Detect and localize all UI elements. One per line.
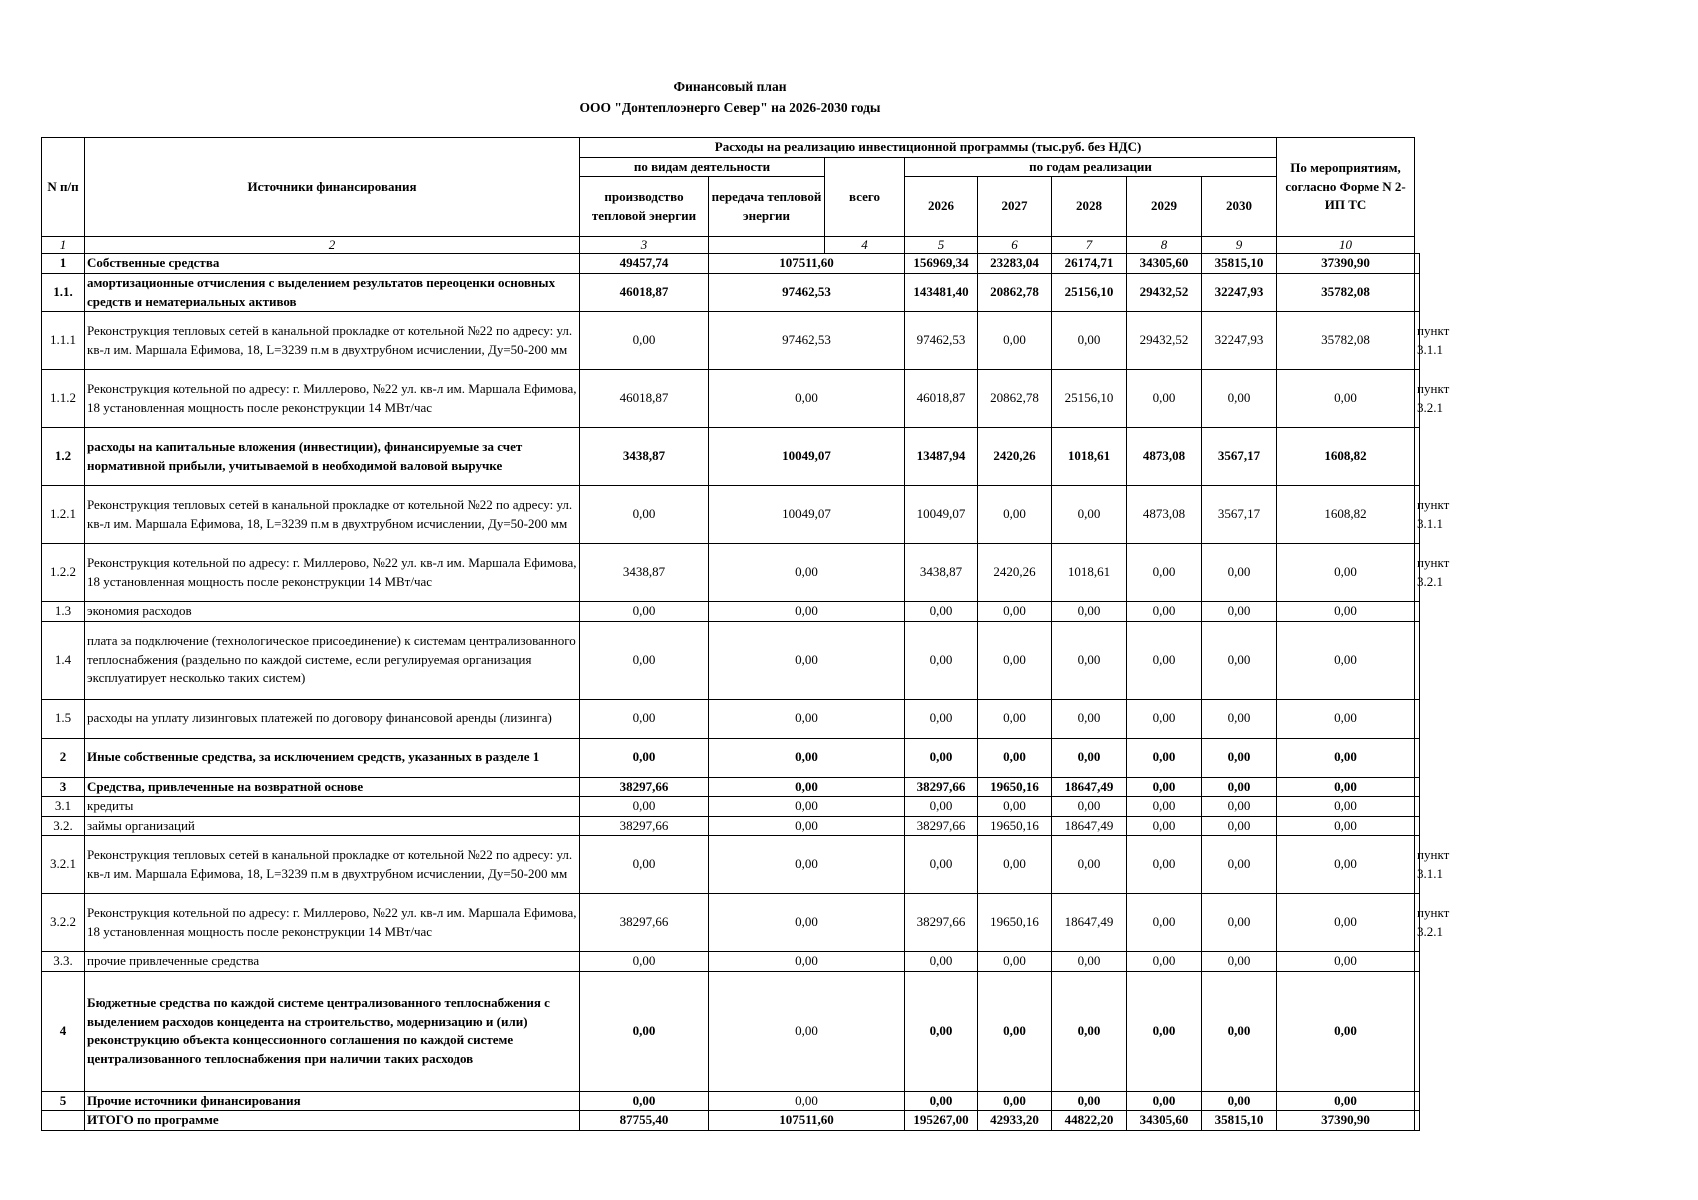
- column-index: 4: [825, 237, 905, 254]
- row-source-name: прочие привлеченные средства: [85, 952, 580, 972]
- row-source-name: плата за подключение (технологическое присоединение) к системам централизованного теплоснабжения (раздельно по каждой системе, если регулируемая организация эксплуатирует несколько таких систем): [85, 621, 580, 699]
- value-cell: 0,00: [905, 1091, 978, 1111]
- table-row: [42, 952, 1420, 972]
- header-year-2026: 2026: [905, 177, 978, 237]
- value-cell: 0,00: [978, 836, 1052, 894]
- value-cell: 0,00: [1277, 699, 1415, 738]
- value-cell: 0,00: [1127, 816, 1202, 836]
- value-cell: 0,00: [905, 797, 978, 817]
- measure-reference: [1415, 738, 1420, 777]
- column-index: 5: [905, 237, 978, 254]
- document-title: Финансовый план: [673, 79, 787, 94]
- column-index: 8: [1127, 237, 1202, 254]
- row-source-name: Бюджетные средства по каждой системе централизованного теплоснабжения с выделением расходов концедента на строительство, модернизацию и (или) реконструкцию объекта концессионного соглашения по каждой системе централизованного теплоснабжения при наличии таких расходов: [85, 971, 580, 1091]
- value-cell: 0,00: [1127, 894, 1202, 952]
- value-cell: 0,00: [1202, 797, 1277, 817]
- value-cell: 1608,82: [1277, 428, 1415, 486]
- value-cell: 3438,87: [905, 544, 978, 602]
- value-cell: 0,00: [709, 621, 905, 699]
- value-cell: 0,00: [1202, 816, 1277, 836]
- value-cell: 10049,07: [905, 486, 978, 544]
- value-cell: 37390,90: [1277, 1111, 1415, 1131]
- value-cell: 13487,94: [905, 428, 978, 486]
- document-subtitle: ООО "Донтеплоэнерго Север" на 2026-2030 годы: [579, 100, 881, 115]
- value-cell: 156969,34: [905, 254, 978, 274]
- row-source-name: займы организаций: [85, 816, 580, 836]
- value-cell: 0,00: [709, 602, 905, 622]
- value-cell: 0,00: [709, 797, 905, 817]
- value-cell: 0,00: [905, 952, 978, 972]
- value-cell: 0,00: [1052, 602, 1127, 622]
- value-cell: 0,00: [905, 836, 978, 894]
- value-cell: 35782,08: [1277, 312, 1415, 370]
- row-source-name: Реконструкция котельной по адресу: г. Миллерово, №22 ул. кв-л им. Маршала Ефимова, 18 установленная мощность после реконструкции 14 МВт/час: [85, 894, 580, 952]
- table-row: [42, 621, 1420, 699]
- row-source-name: Реконструкция тепловых сетей в канальной прокладке от котельной №22 по адресу: ул. кв-л им. Маршала Ефимова, 18, L=3239 п.м в двухтрубном исчислении, Ду=50-200 мм: [85, 836, 580, 894]
- column-index: 6: [978, 237, 1052, 254]
- value-cell: 0,00: [1277, 816, 1415, 836]
- value-cell: 0,00: [978, 312, 1052, 370]
- value-cell: 18647,49: [1052, 816, 1127, 836]
- value-cell: 32247,93: [1202, 274, 1277, 312]
- value-cell: 0,00: [1202, 544, 1277, 602]
- row-source-name: Реконструкция котельной по адресу: г. Миллерово, №22 ул. кв-л им. Маршала Ефимова, 18 установленная мощность после реконструкции 14 МВт/час: [85, 544, 580, 602]
- header-year-2028: 2028: [1052, 177, 1127, 237]
- column-index: 1: [42, 237, 85, 254]
- table-row: [42, 254, 1420, 274]
- value-cell: 0,00: [1052, 971, 1127, 1091]
- value-cell: 0,00: [1127, 738, 1202, 777]
- row-number: 3.1: [42, 797, 85, 817]
- value-cell: 0,00: [1202, 777, 1277, 797]
- value-cell: 0,00: [1052, 1091, 1127, 1111]
- row-number: 1.2.2: [42, 544, 85, 602]
- row-number: 1.5: [42, 699, 85, 738]
- row-number: 1.2.1: [42, 486, 85, 544]
- table-row: [42, 699, 1420, 738]
- table-row: [42, 370, 1420, 428]
- value-cell: 0,00: [580, 971, 709, 1091]
- value-cell: 143481,40: [905, 274, 978, 312]
- measure-reference: пункт 3.1.1: [1415, 836, 1420, 894]
- value-cell: 0,00: [1277, 370, 1415, 428]
- row-number: 4: [42, 971, 85, 1091]
- value-cell: 4873,08: [1127, 428, 1202, 486]
- value-cell: 0,00: [709, 777, 905, 797]
- row-number: [42, 1111, 85, 1131]
- value-cell: 0,00: [1277, 971, 1415, 1091]
- measure-reference: пункт 3.2.1: [1415, 894, 1420, 952]
- value-cell: 0,00: [1127, 836, 1202, 894]
- value-cell: 18647,49: [1052, 777, 1127, 797]
- value-cell: 3567,17: [1202, 486, 1277, 544]
- measure-reference: [1415, 1111, 1420, 1131]
- value-cell: 34305,60: [1127, 1111, 1202, 1131]
- column-index: 7: [1052, 237, 1127, 254]
- row-number: 1.1.2: [42, 370, 85, 428]
- value-cell: 19650,16: [978, 816, 1052, 836]
- value-cell: 0,00: [580, 836, 709, 894]
- row-source-name: Реконструкция котельной по адресу: г. Миллерово, №22 ул. кв-л им. Маршала Ефимова, 18 установленная мощность после реконструкции 14 МВт/час: [85, 370, 580, 428]
- value-cell: 35815,10: [1202, 254, 1277, 274]
- value-cell: 46018,87: [580, 274, 709, 312]
- table-row: [42, 1111, 1420, 1131]
- value-cell: 35815,10: [1202, 1111, 1277, 1131]
- row-source-name: расходы на капитальные вложения (инвестиции), финансируемые за счет нормативной прибыли, учитываемой в необходимой валовой выручке: [85, 428, 580, 486]
- header-by-activity: по видам деятельности: [580, 157, 825, 177]
- value-cell: 0,00: [1202, 952, 1277, 972]
- table-row: [42, 836, 1420, 894]
- value-cell: 97462,53: [709, 274, 905, 312]
- table-row: [42, 602, 1420, 622]
- table-row: [42, 797, 1420, 817]
- value-cell: 97462,53: [905, 312, 978, 370]
- value-cell: 0,00: [580, 952, 709, 972]
- value-cell: 0,00: [1127, 1091, 1202, 1111]
- value-cell: 0,00: [1202, 602, 1277, 622]
- column-index: [709, 237, 825, 254]
- value-cell: 0,00: [1052, 836, 1127, 894]
- value-cell: 0,00: [709, 1091, 905, 1111]
- value-cell: 0,00: [580, 1091, 709, 1111]
- value-cell: 0,00: [580, 312, 709, 370]
- row-number: 1.1.: [42, 274, 85, 312]
- value-cell: 0,00: [1127, 971, 1202, 1091]
- table-row: [42, 274, 1420, 312]
- table-row: [42, 894, 1420, 952]
- value-cell: 3438,87: [580, 544, 709, 602]
- value-cell: 0,00: [1277, 544, 1415, 602]
- value-cell: 0,00: [580, 486, 709, 544]
- measure-reference: [1415, 952, 1420, 972]
- value-cell: 87755,40: [580, 1111, 709, 1131]
- row-source-name: ИТОГО по программе: [85, 1111, 580, 1131]
- value-cell: 0,00: [978, 486, 1052, 544]
- header-num: N п/п: [42, 138, 85, 237]
- value-cell: 42933,20: [978, 1111, 1052, 1131]
- row-number: 3: [42, 777, 85, 797]
- header-production: производство тепловой энергии: [580, 177, 709, 237]
- value-cell: 0,00: [1277, 894, 1415, 952]
- value-cell: 0,00: [1277, 797, 1415, 817]
- value-cell: 107511,60: [709, 1111, 905, 1131]
- value-cell: 0,00: [1277, 621, 1415, 699]
- measure-reference: пункт 3.1.1: [1415, 312, 1420, 370]
- value-cell: 0,00: [580, 738, 709, 777]
- value-cell: 0,00: [709, 894, 905, 952]
- value-cell: 0,00: [580, 602, 709, 622]
- measure-reference: [1415, 254, 1420, 274]
- value-cell: 0,00: [1277, 777, 1415, 797]
- row-number: 3.2.: [42, 816, 85, 836]
- row-source-name: Средства, привлеченные на возвратной основе: [85, 777, 580, 797]
- value-cell: 0,00: [1202, 370, 1277, 428]
- row-source-name: кредиты: [85, 797, 580, 817]
- column-index: 2: [85, 237, 580, 254]
- value-cell: 0,00: [1277, 1091, 1415, 1111]
- row-number: 2: [42, 738, 85, 777]
- value-cell: 38297,66: [905, 777, 978, 797]
- value-cell: 0,00: [1127, 952, 1202, 972]
- value-cell: 46018,87: [580, 370, 709, 428]
- value-cell: 0,00: [978, 602, 1052, 622]
- value-cell: 0,00: [978, 971, 1052, 1091]
- value-cell: 37390,90: [1277, 254, 1415, 274]
- value-cell: 29432,52: [1127, 312, 1202, 370]
- value-cell: 2420,26: [978, 428, 1052, 486]
- row-source-name: амортизационные отчисления с выделением результатов переоценки основных средств и нематериальных активов: [85, 274, 580, 312]
- value-cell: 0,00: [1127, 370, 1202, 428]
- measure-reference: [1415, 274, 1420, 312]
- value-cell: 0,00: [1052, 486, 1127, 544]
- measure-reference: [1415, 777, 1420, 797]
- value-cell: 0,00: [1202, 971, 1277, 1091]
- value-cell: 35782,08: [1277, 274, 1415, 312]
- value-cell: 2420,26: [978, 544, 1052, 602]
- value-cell: 0,00: [1052, 797, 1127, 817]
- value-cell: 0,00: [978, 1091, 1052, 1111]
- value-cell: 195267,00: [905, 1111, 978, 1131]
- row-number: 1.2: [42, 428, 85, 486]
- value-cell: 0,00: [1202, 738, 1277, 777]
- row-number: 1.4: [42, 621, 85, 699]
- value-cell: 49457,74: [580, 254, 709, 274]
- value-cell: 0,00: [1052, 699, 1127, 738]
- value-cell: 1608,82: [1277, 486, 1415, 544]
- value-cell: 0,00: [1277, 738, 1415, 777]
- value-cell: 3438,87: [580, 428, 709, 486]
- value-cell: 0,00: [1202, 836, 1277, 894]
- header-expenses: Расходы на реализацию инвестиционной программы (тыс.руб. без НДС): [580, 138, 1277, 158]
- value-cell: 0,00: [709, 370, 905, 428]
- value-cell: 23283,04: [978, 254, 1052, 274]
- measure-reference: пункт 3.2.1: [1415, 370, 1420, 428]
- value-cell: 25156,10: [1052, 370, 1127, 428]
- table-row: [42, 971, 1420, 1091]
- value-cell: 0,00: [1277, 602, 1415, 622]
- row-source-name: Иные собственные средства, за исключением средств, указанных в разделе 1: [85, 738, 580, 777]
- measure-reference: [1415, 1091, 1420, 1111]
- value-cell: 0,00: [978, 797, 1052, 817]
- value-cell: 0,00: [580, 797, 709, 817]
- measure-reference: пункт 3.1.1: [1415, 486, 1420, 544]
- value-cell: 0,00: [905, 971, 978, 1091]
- header-year-2029: 2029: [1127, 177, 1202, 237]
- row-source-name: Реконструкция тепловых сетей в канальной прокладке от котельной №22 по адресу: ул. кв-л им. Маршала Ефимова, 18, L=3239 п.м в двухтрубном исчислении, Ду=50-200 мм: [85, 486, 580, 544]
- value-cell: 34305,60: [1127, 254, 1202, 274]
- header-year-2030: 2030: [1202, 177, 1277, 237]
- value-cell: 0,00: [709, 544, 905, 602]
- value-cell: 0,00: [580, 699, 709, 738]
- row-number: 5: [42, 1091, 85, 1111]
- value-cell: 0,00: [709, 952, 905, 972]
- row-source-name: Собственные средства: [85, 254, 580, 274]
- header-by-years: по годам реализации: [905, 157, 1277, 177]
- measure-reference: [1415, 816, 1420, 836]
- value-cell: 0,00: [905, 621, 978, 699]
- value-cell: 0,00: [978, 621, 1052, 699]
- value-cell: 1018,61: [1052, 428, 1127, 486]
- value-cell: 0,00: [978, 952, 1052, 972]
- header-sources: Источники финансирования: [85, 138, 580, 237]
- value-cell: 0,00: [709, 971, 905, 1091]
- measure-reference: пункт 3.2.1: [1415, 544, 1420, 602]
- value-cell: 38297,66: [580, 777, 709, 797]
- value-cell: 0,00: [905, 738, 978, 777]
- value-cell: 0,00: [1052, 952, 1127, 972]
- value-cell: 0,00: [978, 699, 1052, 738]
- value-cell: 10049,07: [709, 486, 905, 544]
- row-number: 3.2.2: [42, 894, 85, 952]
- value-cell: 0,00: [1202, 621, 1277, 699]
- row-source-name: Прочие источники финансирования: [85, 1091, 580, 1111]
- row-source-name: расходы на уплату лизинговых платежей по договору финансовой аренды (лизинга): [85, 699, 580, 738]
- row-source-name: Реконструкция тепловых сетей в канальной прокладке от котельной №22 по адресу: ул. кв-л им. Маршала Ефимова, 18, L=3239 п.м в двухтрубном исчислении, Ду=50-200 мм: [85, 312, 580, 370]
- measure-reference: [1415, 428, 1420, 486]
- row-number: 1.3: [42, 602, 85, 622]
- value-cell: 0,00: [978, 738, 1052, 777]
- row-source-name: экономия расходов: [85, 602, 580, 622]
- value-cell: 0,00: [1202, 699, 1277, 738]
- value-cell: 0,00: [1052, 621, 1127, 699]
- value-cell: 44822,20: [1052, 1111, 1127, 1131]
- value-cell: 46018,87: [905, 370, 978, 428]
- value-cell: 0,00: [1202, 1091, 1277, 1111]
- value-cell: 38297,66: [905, 894, 978, 952]
- table-row: [42, 816, 1420, 836]
- column-index: 10: [1277, 237, 1415, 254]
- value-cell: 0,00: [709, 836, 905, 894]
- column-index: 9: [1202, 237, 1277, 254]
- measure-reference: [1415, 602, 1420, 622]
- value-cell: 38297,66: [580, 816, 709, 836]
- value-cell: 20862,78: [978, 370, 1052, 428]
- column-index: 3: [580, 237, 709, 254]
- value-cell: 0,00: [709, 699, 905, 738]
- table-row: [42, 312, 1420, 370]
- value-cell: 0,00: [709, 738, 905, 777]
- value-cell: 10049,07: [709, 428, 905, 486]
- value-cell: 18647,49: [1052, 894, 1127, 952]
- value-cell: 0,00: [1127, 699, 1202, 738]
- value-cell: 0,00: [1052, 738, 1127, 777]
- measure-reference: [1415, 699, 1420, 738]
- value-cell: 0,00: [1277, 836, 1415, 894]
- table-row: [42, 486, 1420, 544]
- value-cell: 0,00: [1052, 312, 1127, 370]
- value-cell: 32247,93: [1202, 312, 1277, 370]
- value-cell: 26174,71: [1052, 254, 1127, 274]
- value-cell: 0,00: [1127, 544, 1202, 602]
- row-number: 3.3.: [42, 952, 85, 972]
- table-row: [42, 544, 1420, 602]
- value-cell: 0,00: [1202, 894, 1277, 952]
- table-row: [42, 738, 1420, 777]
- value-cell: 38297,66: [905, 816, 978, 836]
- value-cell: 0,00: [709, 816, 905, 836]
- value-cell: 3567,17: [1202, 428, 1277, 486]
- value-cell: 0,00: [1127, 621, 1202, 699]
- value-cell: 0,00: [1127, 777, 1202, 797]
- row-number: 1: [42, 254, 85, 274]
- value-cell: 0,00: [905, 602, 978, 622]
- header-year-2027: 2027: [978, 177, 1052, 237]
- header-total: всего: [825, 157, 905, 237]
- measure-reference: [1415, 971, 1420, 1091]
- value-cell: 25156,10: [1052, 274, 1127, 312]
- value-cell: 0,00: [905, 699, 978, 738]
- value-cell: 0,00: [1277, 952, 1415, 972]
- row-number: 3.2.1: [42, 836, 85, 894]
- measure-reference: [1415, 621, 1420, 699]
- financial-plan-table: [41, 137, 1450, 1131]
- value-cell: 29432,52: [1127, 274, 1202, 312]
- value-cell: 19650,16: [978, 777, 1052, 797]
- value-cell: 38297,66: [580, 894, 709, 952]
- header-transfer: передача тепловой энергии: [709, 177, 825, 237]
- value-cell: 97462,53: [709, 312, 905, 370]
- header-measures: По мероприятиям, согласно Форме N 2-ИП ТС: [1277, 138, 1415, 237]
- value-cell: 0,00: [1127, 797, 1202, 817]
- table-row: [42, 428, 1420, 486]
- value-cell: 19650,16: [978, 894, 1052, 952]
- value-cell: 0,00: [580, 621, 709, 699]
- row-number: 1.1.1: [42, 312, 85, 370]
- value-cell: 1018,61: [1052, 544, 1127, 602]
- value-cell: 0,00: [1127, 602, 1202, 622]
- value-cell: 4873,08: [1127, 486, 1202, 544]
- measure-reference: [1415, 797, 1420, 817]
- table-row: [42, 777, 1420, 797]
- value-cell: 107511,60: [709, 254, 905, 274]
- table-row: [42, 1091, 1420, 1111]
- value-cell: 20862,78: [978, 274, 1052, 312]
